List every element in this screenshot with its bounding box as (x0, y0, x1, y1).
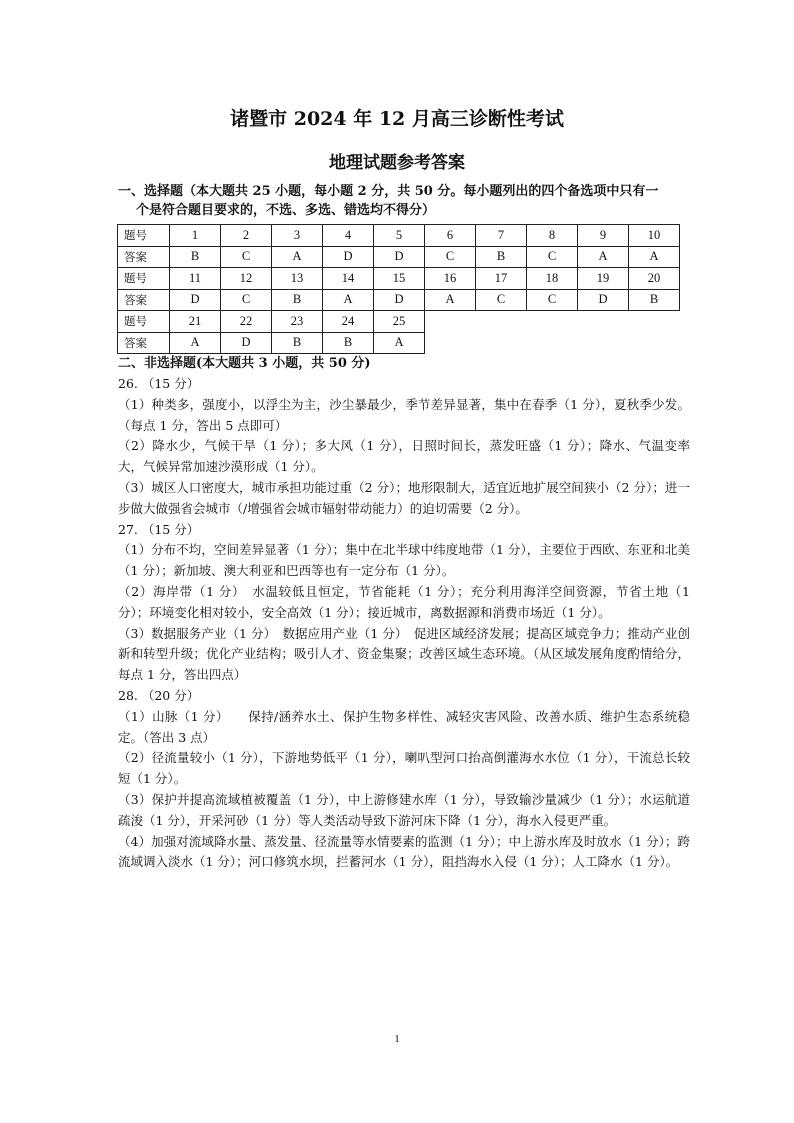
table-cell: B (272, 289, 323, 311)
answer-paragraph: （2）海岸带（1 分） 水温较低且恒定，节省能耗（1 分）；充分利用海洋空间资源，节省土地（1 分）；环境变化相对较小，安全高效（1 分）；接近城市，离数据源和消费市场近（1 分）。 (118, 583, 690, 620)
row-header: 答案 (118, 246, 170, 268)
answer-paragraph: （3）保护并提高流域植被覆盖（1 分），中上游修建水库（1 分），导致输沙量减少（1 分）；水运航道疏浚（1 分），开采河砂（1 分）等人类活动导致下游河床下降（1 分），海水入侵更严重。 (118, 791, 690, 828)
table-cell: 15 (374, 268, 425, 290)
table-cell: 19 (578, 268, 629, 290)
table-cell: 20 (629, 268, 680, 290)
table-cell: D (374, 246, 425, 268)
answer-table (117, 224, 680, 354)
table-cell: 12 (221, 268, 272, 290)
table-empty-area (425, 311, 680, 333)
table-row (118, 268, 680, 290)
table-cell: A (272, 246, 323, 268)
answer-paragraph: （1）山脉（1 分） 保持/涵养水土、保护生物多样性、减轻灾害风险、改善水质、维护生态系统稳定。（答出 3 点） (118, 708, 690, 745)
table-cell: 6 (425, 225, 476, 247)
row-header: 题号 (118, 225, 170, 247)
table-cell: 9 (578, 225, 629, 247)
table-cell: 21 (170, 311, 221, 333)
table-cell: D (323, 246, 374, 268)
section-heading-line: 个是符合题目要求的，不选、多选、错选均不得分） (136, 203, 436, 218)
table-cell: 8 (527, 225, 578, 247)
table-cell: B (476, 246, 527, 268)
table-cell: 3 (272, 225, 323, 247)
page-subtitle: 地理试题参考答案 (329, 153, 465, 173)
row-header: 题号 (118, 311, 170, 333)
table-cell: 11 (170, 268, 221, 290)
table-row (118, 246, 680, 268)
table-row (118, 289, 680, 311)
table-cell: A (629, 246, 680, 268)
table-row (118, 225, 680, 247)
section-heading-nonchoice: 二、非选择题(本大题共 3 小题，共 50 分) (118, 356, 371, 371)
table-row (118, 311, 680, 333)
table-cell: 4 (323, 225, 374, 247)
table-cell: C (476, 289, 527, 311)
table-empty-area (425, 332, 680, 354)
table-cell: B (629, 289, 680, 311)
table-cell: 14 (323, 268, 374, 290)
page-title: 诸暨市 2024 年 12 月高三诊断性考试 (230, 108, 564, 130)
table-row (118, 332, 680, 354)
table-cell: D (374, 289, 425, 311)
table-cell: A (170, 332, 221, 354)
answer-paragraph: （2）降水少，气候干旱（1 分）；多大风（1 分），日照时间长，蒸发旺盛（1 分）；降水、气温变率大，气候异常加速沙漠形成（1 分）。 (118, 438, 690, 475)
question-heading: 27. （15 分） (118, 521, 200, 537)
table-cell: 18 (527, 268, 578, 290)
table-cell: C (527, 246, 578, 268)
table-cell: 10 (629, 225, 680, 247)
answer-paragraph: （3）城区人口密度大，城市承担功能过重（2 分）；地形限制大，适宜近地扩展空间狭小（2 分）；进一步做大做强省会城市（/增强省会城市辐射带动能力）的迫切需要（2 分）。 (118, 479, 690, 516)
answer-paragraph: （2）径流量较小（1 分），下游地势低平（1 分），喇叭型河口抬高倒灌海水水位（1 分），干流总长较短（1 分）。 (118, 750, 690, 787)
answer-paragraph: （3）数据服务产业（1 分） 数据应用产业（1 分） 促进区域经济发展；提高区域竞争力；推动产业创新和转型升级；优化产业结构；吸引人才、资金集聚；改善区域生态环境。（从区域发展角度酌情给分，每点 1 分，答出四点） (118, 625, 690, 683)
section-heading-line: 一、选择题（本大题共 25 小题，每小题 2 分，共 50 分。每小题列出的四个备选项中只有一 (118, 184, 659, 199)
table-cell: 17 (476, 268, 527, 290)
table-cell: 25 (374, 311, 425, 333)
table-cell: 23 (272, 311, 323, 333)
answer-paragraph: （1）分布不均，空间差异显著（1 分）；集中在北半球中纬度地带（1 分），主要位于西欧、东亚和北美（1 分）；新加坡、澳大利亚和巴西等也有一定分布（1 分）。 (118, 542, 690, 579)
table-cell: C (221, 289, 272, 311)
question-heading: 26. （15 分） (118, 376, 200, 391)
row-header: 答案 (118, 289, 170, 311)
question-heading: 28. （20 分） (118, 687, 200, 703)
table-cell: A (323, 289, 374, 311)
table-cell: B (170, 246, 221, 268)
table-cell: D (221, 332, 272, 354)
table-cell: A (425, 289, 476, 311)
table-cell: 5 (374, 225, 425, 247)
row-header: 答案 (118, 332, 170, 354)
answer-paragraph: （4）加强对流域降水量、蒸发量、径流量等水情要素的监测（1 分）；中上游水库及时放水（1 分）；跨流域调入淡水（1 分）；河口修筑水坝，拦蓄河水（1 分），阻挡海水入侵（1 分）；人工降水（1 分）。 (118, 833, 690, 870)
table-cell: B (323, 332, 374, 354)
table-cell: 13 (272, 268, 323, 290)
table-cell: 24 (323, 311, 374, 333)
table-cell: A (374, 332, 425, 354)
table-cell: 7 (476, 225, 527, 247)
answer-content (118, 374, 690, 873)
table-cell: 1 (170, 225, 221, 247)
table-cell: D (578, 289, 629, 311)
table-cell: 16 (425, 268, 476, 290)
table-cell: C (221, 246, 272, 268)
table-cell: B (272, 332, 323, 354)
table-cell: A (578, 246, 629, 268)
page-number: 1 (394, 1033, 400, 1045)
section-heading-choice (118, 182, 688, 220)
table-cell: C (527, 289, 578, 311)
table-cell: 2 (221, 225, 272, 247)
row-header: 题号 (118, 268, 170, 290)
table-cell: C (425, 246, 476, 268)
answer-paragraph: （1）种类多，强度小，以浮尘为主，沙尘暴最少，季节差异显著，集中在春季（1 分），夏秋季少发。（每点 1 分，答出 5 点即可） (118, 396, 690, 433)
table-cell: D (170, 289, 221, 311)
table-cell: 22 (221, 311, 272, 333)
